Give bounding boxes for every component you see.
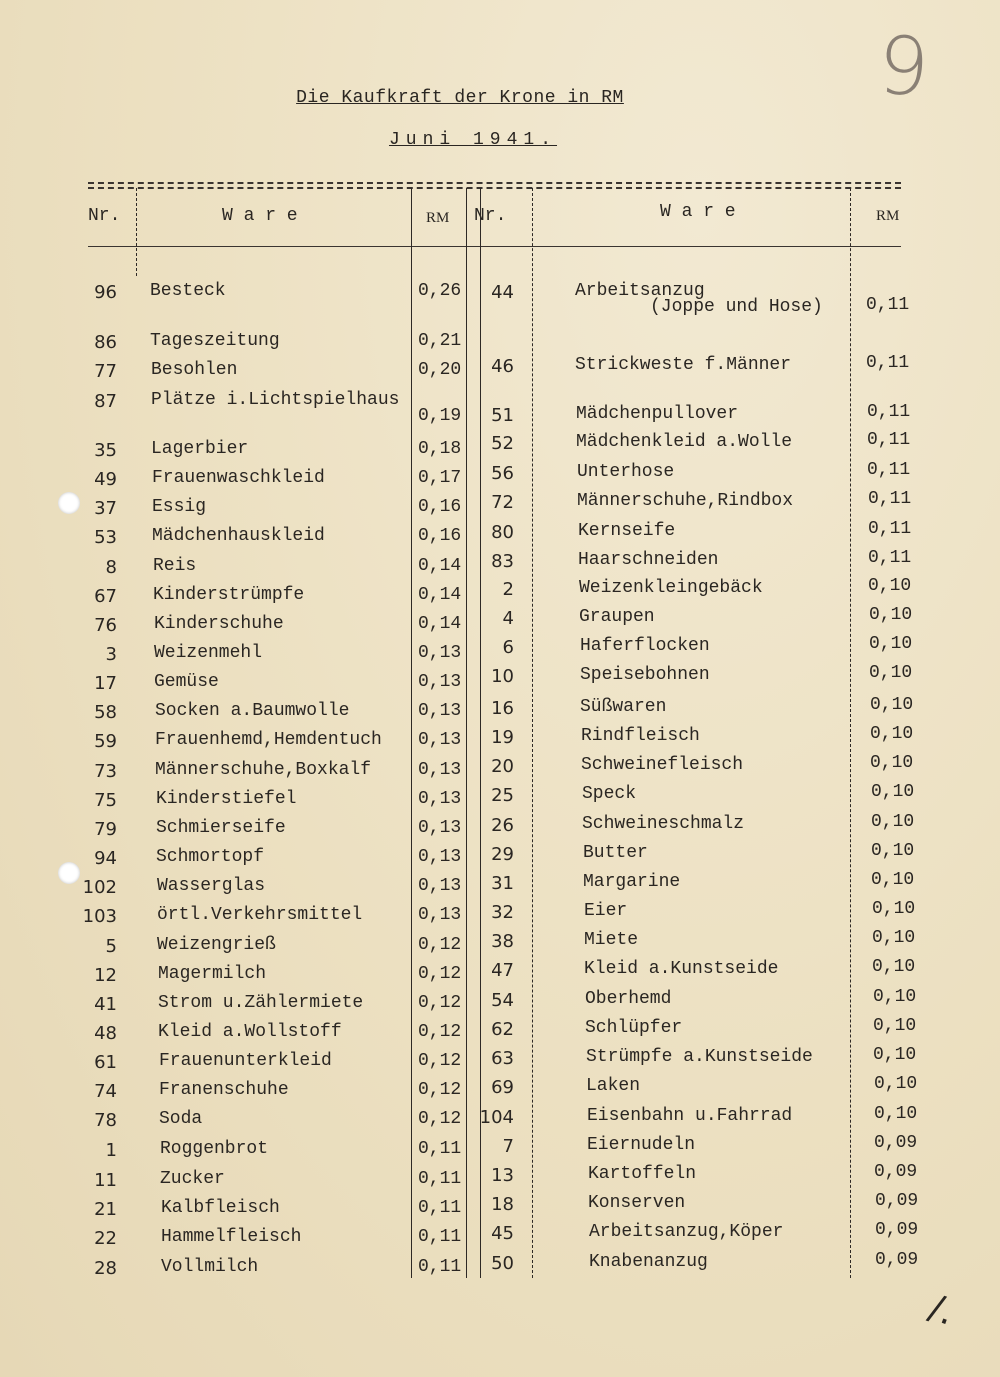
right-row-rm: 0,10 <box>872 928 916 948</box>
left-row-nr: 74 <box>94 1081 117 1102</box>
right-row-nr: 44 <box>491 282 514 303</box>
right-row-ware: Knabenanzug <box>589 1252 708 1272</box>
left-row-ware: Vollmilch <box>161 1257 259 1277</box>
right-row-nr: 18 <box>491 1194 514 1215</box>
right-row-nr: 51 <box>491 405 514 426</box>
right-row-rm: 0,11 <box>868 548 912 568</box>
left-row-nr: 94 <box>94 848 117 869</box>
left-row-rm: 0,12 <box>418 1080 462 1100</box>
left-row-ware: Essig <box>152 497 207 517</box>
left-row-nr: 17 <box>94 673 117 694</box>
column-divider <box>466 188 467 1278</box>
column-divider <box>136 188 137 276</box>
right-row-nr: 104 <box>479 1107 514 1128</box>
left-row-nr: 37 <box>94 498 117 519</box>
left-row-ware: Mädchenhauskleid <box>152 526 325 546</box>
left-row-ware: Reis <box>153 556 197 576</box>
right-row-nr: 62 <box>491 1019 514 1040</box>
left-row-rm: 0,19 <box>418 406 462 426</box>
left-row-rm: 0,16 <box>418 497 462 517</box>
left-row-ware: Kalbfleisch <box>161 1198 280 1218</box>
left-row-rm: 0,12 <box>418 1022 462 1042</box>
left-row-nr: 102 <box>82 877 117 898</box>
left-row-rm: 0,11 <box>418 1139 462 1159</box>
left-row-nr: 78 <box>94 1110 117 1131</box>
left-row-nr: 11 <box>94 1170 117 1191</box>
left-row-rm: 0,13 <box>418 730 462 750</box>
left-row-nr: 87 <box>94 391 117 412</box>
right-row-nr: 80 <box>491 522 514 543</box>
left-row-ware: Weizenmehl <box>154 643 263 663</box>
left-row-nr: 103 <box>82 906 117 927</box>
left-row-nr: 53 <box>94 527 117 548</box>
right-row-rm: 0,11 <box>866 295 910 315</box>
right-row-ware: Weizenkleingebäck <box>579 578 763 598</box>
right-row-ware: Eier <box>584 901 628 921</box>
right-row-ware: Speisebohnen <box>580 665 710 685</box>
right-row-nr: 69 <box>491 1077 514 1098</box>
right-row-rm: 0,09 <box>875 1191 919 1211</box>
left-row-ware: Besohlen <box>151 360 238 380</box>
right-row-ware: Arbeitsanzug,Köper <box>589 1222 784 1242</box>
left-row-ware: Soda <box>159 1109 203 1129</box>
left-row-rm: 0,16 <box>418 526 462 546</box>
left-row-ware: örtl.Verkehrsmittel <box>157 905 363 925</box>
left-row-nr: 5 <box>105 936 117 957</box>
right-row-ware: Eiernudeln <box>587 1135 696 1155</box>
right-row-nr: 32 <box>491 902 514 923</box>
left-row-ware: Besteck <box>150 281 226 301</box>
right-row-nr: 31 <box>491 873 514 894</box>
right-row-nr: 83 <box>491 551 514 572</box>
right-row-nr: 38 <box>491 931 514 952</box>
header-rm-right: RM <box>876 208 900 224</box>
left-row-ware: Plätze i.Lichtspielhaus <box>151 390 400 410</box>
left-row-nr: 41 <box>94 994 117 1015</box>
right-row-ware: Kernseife <box>578 521 676 541</box>
left-row-rm: 0,26 <box>418 281 462 301</box>
left-row-rm: 0,14 <box>418 585 462 605</box>
left-row-rm: 0,11 <box>418 1257 462 1277</box>
right-row-ware: Mädchenpullover <box>576 404 739 424</box>
left-row-nr: 75 <box>94 790 117 811</box>
right-row-nr: 63 <box>491 1048 514 1069</box>
right-row-nr: 46 <box>491 356 514 377</box>
right-row-ware: Rindfleisch <box>581 726 700 746</box>
left-row-nr: 8 <box>105 557 117 578</box>
right-row-nr: 13 <box>491 1165 514 1186</box>
right-row-ware: Unterhose <box>577 462 675 482</box>
left-row-ware: Kinderstrümpfe <box>153 585 305 605</box>
left-row-ware: Weizengrieß <box>157 935 276 955</box>
left-row-rm: 0,13 <box>418 643 462 663</box>
left-row-nr: 79 <box>94 819 117 840</box>
right-row-rm: 0,09 <box>875 1250 919 1270</box>
left-row-ware: Hammelfleisch <box>161 1227 302 1247</box>
right-row-nr: 26 <box>491 815 514 836</box>
right-row-nr: 16 <box>491 698 514 719</box>
right-row-rm: 0,10 <box>871 841 915 861</box>
left-row-ware: Männerschuhe,Boxkalf <box>155 760 372 780</box>
left-row-nr: 58 <box>94 702 117 723</box>
left-row-rm: 0,13 <box>418 905 462 925</box>
right-row-nr: 7 <box>502 1136 514 1157</box>
right-row-nr: 10 <box>491 666 514 687</box>
right-row-rm: 0,10 <box>872 957 916 977</box>
page-number: 9 <box>874 18 933 115</box>
right-row-rm: 0,10 <box>871 782 915 802</box>
right-row-nr: 52 <box>491 433 514 454</box>
left-row-rm: 0,12 <box>418 964 462 984</box>
left-row-ware: Frauenhemd,Hemdentuch <box>155 730 382 750</box>
right-row-ware: Kartoffeln <box>588 1164 697 1184</box>
left-row-nr: 61 <box>94 1052 117 1073</box>
right-row-rm: 0,10 <box>869 605 913 625</box>
right-row-nr: 25 <box>491 785 514 806</box>
right-row-ware: Butter <box>583 843 648 863</box>
right-row-nr: 45 <box>491 1223 514 1244</box>
right-row-nr: 2 <box>502 579 514 600</box>
left-row-rm: 0,13 <box>418 672 462 692</box>
left-row-nr: 49 <box>94 469 117 490</box>
header-ware-right: W a r e <box>660 202 736 222</box>
left-row-rm: 0,11 <box>418 1198 462 1218</box>
right-row-nr: 4 <box>502 608 514 629</box>
right-row-rm: 0,11 <box>867 460 911 480</box>
right-row-rm: 0,09 <box>874 1133 918 1153</box>
right-row-nr: 20 <box>491 756 514 777</box>
continuation-mark: /. <box>923 1287 960 1334</box>
right-row-rm: 0,09 <box>875 1220 919 1240</box>
document-title: Die Kaufkraft der Krone in RM <box>296 88 624 108</box>
right-row-nr: 50 <box>491 1253 514 1274</box>
left-row-rm: 0,13 <box>418 876 462 896</box>
left-row-nr: 96 <box>94 282 117 303</box>
right-row-rm: 0,10 <box>871 812 915 832</box>
right-row-ware: Eisenbahn u.Fahrrad <box>587 1106 793 1126</box>
right-row-ware: Strümpfe a.Kunstseide <box>586 1047 813 1067</box>
right-row-rm: 0,10 <box>872 899 916 919</box>
left-row-ware: Lagerbier <box>151 439 249 459</box>
left-row-nr: 1 <box>105 1140 117 1161</box>
left-row-ware: Schmortopf <box>156 847 265 867</box>
right-row-ware: Haferflocken <box>580 636 710 656</box>
left-row-rm: 0,12 <box>418 993 462 1013</box>
right-row-rm: 0,10 <box>868 576 912 596</box>
column-divider <box>850 188 851 1278</box>
left-row-rm: 0,12 <box>418 1051 462 1071</box>
left-row-rm: 0,13 <box>418 847 462 867</box>
left-row-nr: 48 <box>94 1023 117 1044</box>
right-row-nr: 72 <box>491 492 514 513</box>
left-row-ware: Frauenunterkleid <box>159 1051 332 1071</box>
left-row-rm: 0,18 <box>418 439 462 459</box>
right-row-ware: Margarine <box>583 872 681 892</box>
right-row-ware: Schlüpfer <box>585 1018 683 1038</box>
right-row-nr: 56 <box>491 463 514 484</box>
right-row-rm: 0,09 <box>874 1162 918 1182</box>
left-row-nr: 77 <box>94 361 117 382</box>
right-row-ware: Graupen <box>579 607 655 627</box>
left-row-ware: Tageszeitung <box>150 331 280 351</box>
left-row-rm: 0,14 <box>418 614 462 634</box>
right-row-ware: Laken <box>586 1076 641 1096</box>
left-row-ware: Kinderstiefel <box>156 789 297 809</box>
left-row-rm: 0,17 <box>418 468 462 488</box>
right-row-rm: 0,10 <box>870 753 914 773</box>
right-row-ware: Schweinefleisch <box>581 755 744 775</box>
left-row-ware: Kinderschuhe <box>154 614 284 634</box>
right-row-rm: 0,10 <box>874 1074 918 1094</box>
left-row-nr: 35 <box>94 440 117 461</box>
left-row-rm: 0,21 <box>418 331 462 351</box>
left-row-ware: Schmierseife <box>156 818 286 838</box>
left-row-rm: 0,14 <box>418 556 462 576</box>
left-row-ware: Magermilch <box>158 964 267 984</box>
left-row-nr: 86 <box>94 332 117 353</box>
right-row-ware: Speck <box>582 784 637 804</box>
left-row-rm: 0,13 <box>418 701 462 721</box>
left-row-rm: 0,12 <box>418 935 462 955</box>
left-row-ware: Wasserglas <box>157 876 266 896</box>
right-row-nr: 19 <box>491 727 514 748</box>
left-row-ware: Frauenwaschkleid <box>152 468 325 488</box>
right-row-ware: Miete <box>584 930 639 950</box>
right-row-ware: Konserven <box>588 1193 686 1213</box>
right-row-ware: Männerschuhe,Rindbox <box>577 491 794 511</box>
right-row-rm: 0,11 <box>868 519 912 539</box>
left-row-nr: 22 <box>94 1228 117 1249</box>
left-row-rm: 0,11 <box>418 1169 462 1189</box>
right-row-rm: 0,10 <box>870 724 914 744</box>
right-row-ware: Oberhemd <box>585 989 672 1009</box>
left-row-rm: 0,11 <box>418 1227 462 1247</box>
header-rm-left: RM <box>426 210 450 226</box>
right-row-rm: 0,10 <box>869 634 913 654</box>
right-row-rm: 0,11 <box>867 430 911 450</box>
right-row-rm: 0,10 <box>869 663 913 683</box>
table-top-rule <box>88 182 901 189</box>
right-row-rm: 0,10 <box>874 1104 918 1124</box>
right-row-nr: 6 <box>502 637 514 658</box>
left-row-ware: Kleid a.Wollstoff <box>158 1022 342 1042</box>
right-row-ware: Haarschneiden <box>578 550 719 570</box>
right-row-nr: 29 <box>491 844 514 865</box>
right-row-ware-continued: (Joppe und Hose) <box>650 297 823 317</box>
right-row-rm: 0,11 <box>868 489 912 509</box>
right-row-rm: 0,10 <box>870 695 914 715</box>
document-subtitle: Juni 1941. <box>388 130 558 150</box>
left-row-nr: 73 <box>94 761 117 782</box>
right-row-rm: 0,10 <box>873 987 917 1007</box>
right-row-rm: 0,10 <box>871 870 915 890</box>
column-divider <box>532 188 533 1278</box>
header-rule <box>88 246 901 247</box>
right-row-ware: Arbeitsanzug <box>575 281 705 301</box>
left-row-ware: Gemüse <box>154 672 219 692</box>
header-ware-left: W a r e <box>222 206 298 226</box>
left-row-ware: Socken a.Baumwolle <box>155 701 350 721</box>
left-row-ware: Franenschuhe <box>159 1080 289 1100</box>
left-row-nr: 59 <box>94 731 117 752</box>
right-row-nr: 54 <box>491 990 514 1011</box>
left-row-nr: 12 <box>94 965 117 986</box>
left-row-rm: 0,12 <box>418 1109 462 1129</box>
right-row-ware: Süßwaren <box>580 697 667 717</box>
left-row-nr: 3 <box>105 644 117 665</box>
right-row-ware: Kleid a.Kunstseide <box>584 959 779 979</box>
left-row-ware: Strom u.Zählermiete <box>158 993 364 1013</box>
header-nr-right: Nr. <box>474 206 507 226</box>
left-row-nr: 76 <box>94 615 117 636</box>
right-row-nr: 47 <box>491 960 514 981</box>
right-row-rm: 0,10 <box>873 1045 917 1065</box>
left-row-rm: 0,13 <box>418 789 462 809</box>
right-row-rm: 0,11 <box>867 402 911 422</box>
left-row-nr: 28 <box>94 1258 117 1279</box>
left-row-ware: Roggenbrot <box>160 1139 269 1159</box>
left-row-rm: 0,13 <box>418 818 462 838</box>
left-row-ware: Zucker <box>160 1169 225 1189</box>
right-row-ware: Schweineschmalz <box>582 814 745 834</box>
column-divider <box>411 188 412 1278</box>
right-row-rm: 0,10 <box>873 1016 917 1036</box>
right-row-ware: Strickweste f.Männer <box>575 355 792 375</box>
header-nr-left: Nr. <box>88 206 121 226</box>
right-row-rm: 0,11 <box>866 353 910 373</box>
left-row-rm: 0,13 <box>418 760 462 780</box>
left-row-rm: 0,20 <box>418 360 462 380</box>
right-row-ware: Mädchenkleid a.Wolle <box>576 432 793 452</box>
left-row-nr: 67 <box>94 586 117 607</box>
left-row-nr: 21 <box>94 1199 117 1220</box>
